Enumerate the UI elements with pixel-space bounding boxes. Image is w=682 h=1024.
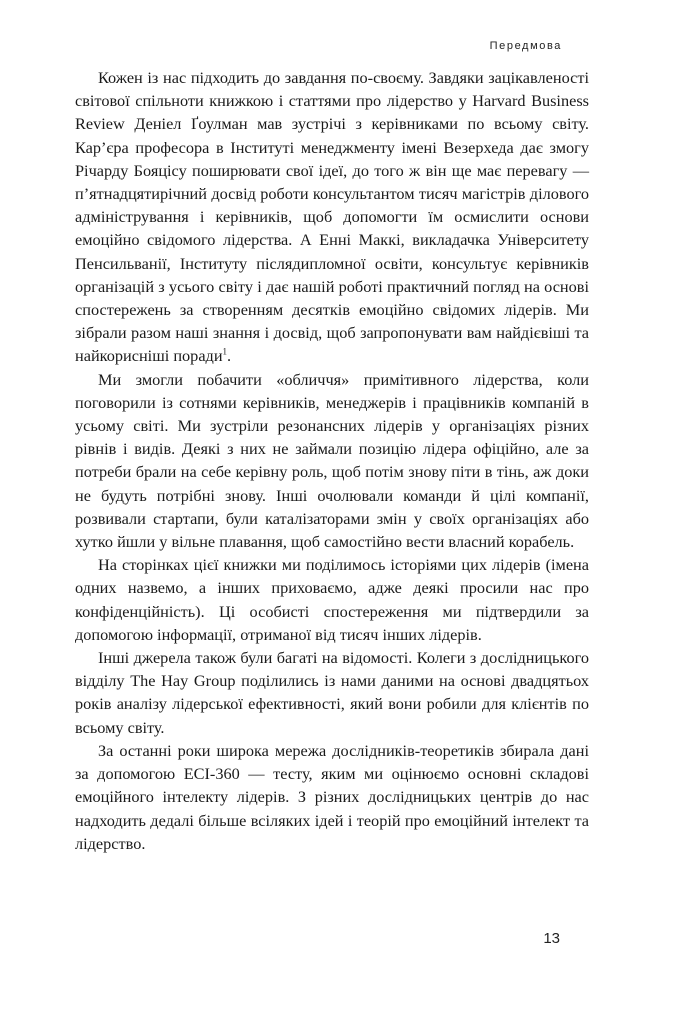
paragraph: Ми змогли побачити «обличчя» примітивного лідерства, коли поговорили із сотнями керівників, менеджерів і працівників компаній в усьому світі. Ми зустріли резонансних лідерів у організаціях різних рівнів і видів. Деякі з них не займали позицію лідера офіційно, але за потреби брали на себе керівну роль, щоб потім знову піти в тінь, аж доки не будуть потрібні знову. Інші очолювали команди й цілі компанії, розвивали стартапи, були каталізаторами змін у своїх організаціях або хутко йшли у вільне плавання, щоб самостійно вести власний корабель. bbox=[75, 369, 589, 552]
paragraph-text: Кожен із нас підходить до завдання по-своєму. Завдяки зацікавленості світової спільноти книжкою і статтями про лідерство у Harvard Business Review Деніел Ґоулман мав зустрічі з керівниками по всьому світу. Кар’єра професора в Інституті менеджменту імені Везерхеда дає змогу Річарду Бояцісу поширювати свої ідеї, до того ж він ще має перевагу — п’ятнадцятирічний досвід роботи консультантом тисяч магістрів ділового адміністрування і керівників, щоб допомогти їм осмислити основи емоційно свідомого лідерства. А Енні Маккі, викладачка Університету Пенсильванії, Інституту післядипломної освіти, консультує керівників організацій з усього світу і дає нашій роботі практичний погляд на основі спостережень за створенням десятків емоційно свідомих лідерів. Ми зібрали разом наші знання і досвід, щоб запропонувати вам найдієвіші та найкорисніші поради bbox=[75, 68, 589, 366]
running-head: Передмова bbox=[489, 40, 562, 52]
footnote-marker: 1 bbox=[222, 347, 228, 358]
paragraph: За останні роки широка мережа дослідників-теоретиків збирала дані за допомогою ECI-360 — тесту, яким ми оцінюємо основні складові емоційного інтелекту лідерів. З різних дослідницьких центрів до нас надходить дедалі більше всіляких ідей і теорій про емоційний інтелект та лідерство. bbox=[75, 740, 589, 853]
page-number: 13 bbox=[543, 930, 560, 947]
sentence-end: . bbox=[227, 346, 232, 366]
paragraph bbox=[75, 66, 589, 368]
body-text bbox=[75, 66, 589, 855]
paragraph: Інші джерела також були багаті на відомості. Колеги з дослідницького відділу The Hay Group поділились із нами даними на основі двадцятьох років аналізу лідерської ефективності, який вони робили для клієнтів по всьому світу. bbox=[75, 648, 589, 737]
paragraph: На сторінках цієї книжки ми поділимось історіями цих лідерів (імена одних назвемо, а інших приховаємо, адже деякі просили нас про конфіденційність). Ці особисті спостереження ми підтвердили за допомогою інформації, отриманої від тисяч інших лідерів. bbox=[75, 555, 589, 644]
